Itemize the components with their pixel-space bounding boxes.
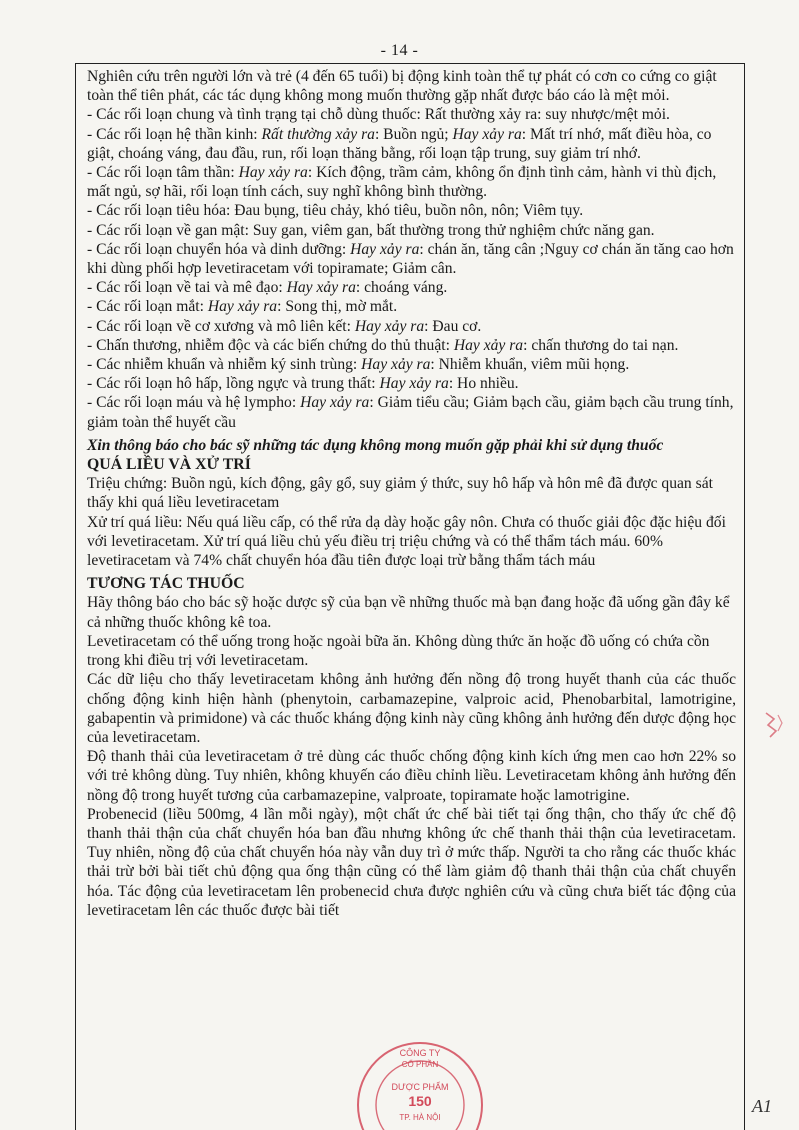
- frequency-label: Hay xảy ra: [238, 164, 308, 182]
- frequency-label: Hay xảy ra: [453, 336, 524, 354]
- adverse-effect-item: [87, 374, 736, 393]
- adverse-effects-list: [87, 105, 736, 431]
- effect-text: - Các rối loạn chuyển hóa và dinh dưỡng:: [87, 240, 351, 258]
- adverse-effect-item: [87, 297, 736, 316]
- page-number: - 14 -: [380, 42, 419, 59]
- effect-text: - Các rối loạn hô hấp, lồng ngực và trung thất:: [87, 375, 380, 393]
- interactions-paragraph: Độ thanh thải của levetiracetam ở trẻ dùng các thuốc chống động kinh kích ứng men cao hơn 22% so với trẻ không dùng. Tuy nhiên, không khuyến cáo điều chỉnh liều. Levetiracetam không ảnh hưởng đến nồng độ trong huyết tương của carbamazepine, valproate, topiramate hoặc lamotrigine.: [87, 748, 736, 804]
- effect-text: - Các rối loạn về tai và mê đạo:: [87, 279, 287, 297]
- stamp-line: TP. HÀ NỘI: [399, 1113, 441, 1122]
- document-body: [87, 67, 736, 920]
- interactions-heading: TƯƠNG TÁC THUỐC: [87, 575, 245, 593]
- adverse-effect-item: [87, 278, 736, 297]
- adverse-effect-item: [87, 336, 736, 355]
- warning-notice: Xin thông báo cho bác sỹ những tác dụng không mong muốn gặp phải khi sử dụng thuốc: [87, 436, 664, 454]
- effect-text: : Song thị, mờ mắt.: [277, 298, 398, 316]
- adverse-effect-item: [87, 201, 736, 220]
- interactions-paragraph: Các dữ liệu cho thấy levetiracetam không ảnh hưởng đến nồng độ trong huyết thanh của các thuốc chống động kinh hiện hành (phenytoin, carbamazepine, valproic acid, Phenobarbital, lamotrigine, gabapentin và primidone) và các thuốc kháng động kinh này cũng không ảnh hưởng đến dược động học của levetiracetam.: [87, 671, 736, 746]
- adverse-effect-item: [87, 240, 736, 278]
- effect-text: - Các rối loạn tiêu hóa: Đau bụng, tiêu chảy, khó tiêu, buồn nôn, nôn; Viêm tụy.: [87, 202, 584, 220]
- effect-text: : choáng váng.: [355, 279, 448, 297]
- frequency-label: Hay xảy ra: [207, 298, 278, 316]
- frequency-label: Hay xảy ra: [300, 394, 370, 412]
- document-frame: [75, 63, 745, 1130]
- frequency-label: Hay xảy ra: [286, 279, 356, 297]
- effect-text: - Các nhiễm khuẩn và nhiễm ký sinh trùng:: [87, 356, 362, 374]
- effect-text: : Kích động, trầm cảm, không ổn định tình cảm, hành vi thù địch, mất ngủ, sợ hãi, rối loạn tính cách, suy nghĩ không bình thường.: [87, 164, 717, 201]
- frequency-label: Hay xảy ra: [350, 240, 420, 258]
- interactions-paragraph: Probenecid (liều 500mg, 4 lần mỗi ngày), một chất ức chế bài tiết tại ống thận, cho thấy ức chế độ thanh thải thận của chất chuyển hóa ban đầu nhưng không ức chế thanh thải thận của levetiracetam. Tuy nhiên, nồng độ của chất chuyển hóa này vẫn duy trì ở mức thấp. Người ta cho rằng các thuốc khác thải trừ bởi bài tiết chủ động qua ống thận cũng có thể làm giảm độ thanh thải thận của chất chuyển hóa. Tác động của levetiracetam lên probenecid chưa được nghiên cứu và cũng chưa biết tác động của levetiracetam lên các thuốc được bài tiết: [87, 805, 736, 919]
- overdose-symptoms: Triệu chứng: Buồn ngủ, kích động, gây gổ, suy giảm ý thức, suy hô hấp và hôn mê đã được quan sát thấy khi quá liều levetiracetam: [87, 475, 713, 512]
- effect-text: - Các rối loạn về gan mật: Suy gan, viêm gan, bất thường trong thử nghiệm chức năng gan.: [87, 221, 655, 239]
- adverse-effect-item: [87, 125, 736, 163]
- stamp-line: CỔ PHẦN: [401, 1060, 439, 1069]
- corner-handwritten-mark: [748, 1090, 788, 1120]
- effect-text: : Ho nhiều.: [448, 375, 519, 393]
- frequency-label: Hay xảy ra: [361, 356, 431, 374]
- frequency-label: Rất thường xảy ra: [261, 125, 375, 143]
- margin-mark: [760, 705, 790, 745]
- effect-text: - Các rối loạn mắt:: [87, 298, 208, 316]
- overdose-treatment: Xử trí quá liều: Nếu quá liều cấp, có thể rửa dạ dày hoặc gây nôn. Chưa có thuốc giải độc đặc hiệu đối với levetiracetam. Xử trí quá liều chủ yếu điều trị triệu chứng và có thể thẩm tách máu. 60% levetiracetam và 74% chất chuyển hóa đầu tiên được loại trừ bằng thẩm tách máu: [87, 513, 726, 570]
- effect-text: : chán ăn, tăng cân ;Nguy cơ chán ăn tăng cao hơn khi dùng phối hợp levetiracetam với topiramate; Giảm cân.: [87, 240, 734, 278]
- adverse-effect-item: [87, 221, 736, 240]
- effect-text: - Các rối loạn máu và hệ lympho:: [87, 394, 301, 412]
- effect-text: : Giảm tiểu cầu; Giảm bạch cầu, giảm bạch cầu trung tính, giảm toàn thể huyết cầu: [87, 394, 734, 431]
- adverse-effect-item: [87, 317, 736, 336]
- intro-paragraph: Nghiên cứu trên người lớn và trẻ (4 đến 65 tuổi) bị động kinh toàn thể tự phát có cơn co cứng co giật toàn thể tiên phát, các tác dụng không mong muốn thường gặp nhất được báo cáo là mệt mỏi.: [87, 68, 717, 105]
- effect-text: - Các rối loạn tâm thần:: [87, 164, 239, 182]
- effect-text: - Các rối loạn về cơ xương và mô liên kết:: [87, 317, 355, 335]
- effect-text: - Chấn thương, nhiễm độc và các biến chứng do thủ thuật:: [87, 336, 454, 354]
- stamp-line: DƯỢC PHẨM: [391, 1082, 449, 1092]
- effect-text: - Các rối loạn chung và tình trạng tại chỗ dùng thuốc: Rất thường xảy ra: suy nhược/mệt mỏi.: [87, 106, 670, 124]
- adverse-effect-item: [87, 393, 736, 431]
- effect-text: - Các rối loạn hệ thần kinh:: [87, 125, 262, 143]
- interactions-paragraph: Levetiracetam có thể uống trong hoặc ngoài bữa ăn. Không dùng thức ăn hoặc đồ uống có chứa cồn trong khi điều trị với levetiracetam.: [87, 632, 710, 670]
- interactions-paragraph: Hãy thông báo cho bác sỹ hoặc dược sỹ của bạn về những thuốc mà bạn đang hoặc đã uống gần đây kể cả những thuốc không kê toa.: [87, 594, 730, 631]
- adverse-effect-item: [87, 355, 736, 374]
- effect-text: : Đau cơ.: [424, 317, 482, 335]
- frequency-label: Hay xảy ra: [379, 375, 449, 393]
- frequency-label: Hay xảy ra: [452, 125, 522, 143]
- frequency-label: Hay xảy ra: [354, 317, 425, 335]
- stamp-line: CÔNG TY: [399, 1048, 441, 1058]
- effect-text: : chấn thương do tai nạn.: [523, 336, 679, 354]
- effect-text: : Mất trí nhớ, mất điều hòa, co giật, choáng váng, đau đầu, run, rối loạn thăng bằng, rối loạn tập trung, suy giảm trí nhớ.: [87, 125, 712, 162]
- stamp-line: 150: [408, 1093, 432, 1109]
- overdose-heading: QUÁ LIỀU VÀ XỬ TRÍ: [87, 456, 251, 474]
- adverse-effect-item: [87, 105, 736, 124]
- adverse-effect-item: [87, 163, 736, 201]
- corner-mark-text: A1: [752, 1096, 772, 1116]
- effect-text: : Nhiễm khuẩn, viêm mũi họng.: [430, 356, 630, 374]
- effect-text: : Buồn ngủ;: [374, 125, 453, 143]
